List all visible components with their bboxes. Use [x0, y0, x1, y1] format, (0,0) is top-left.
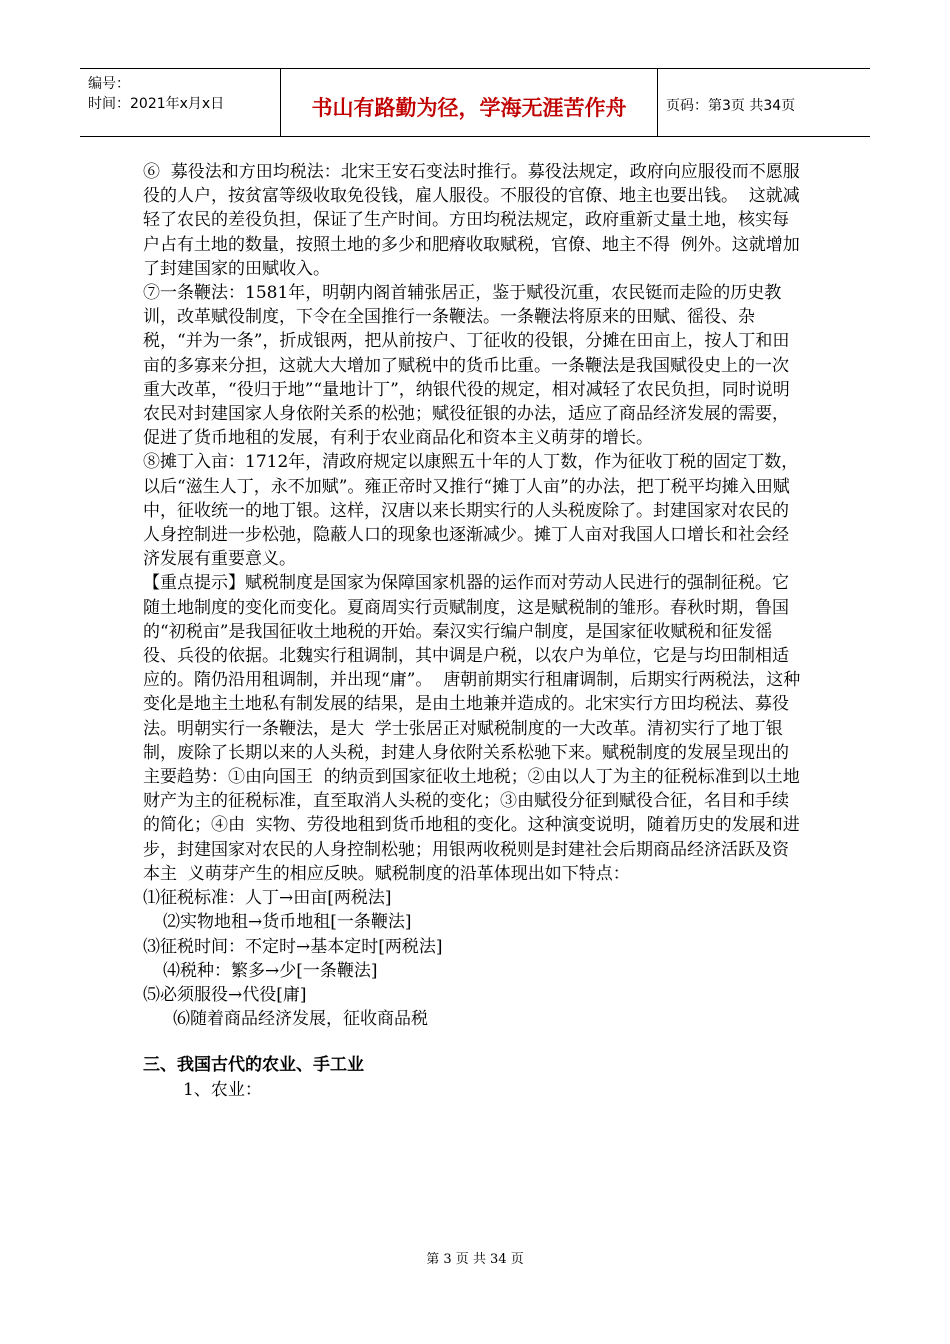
feature-item: ⑹随着商品经济发展，征收商品税 — [173, 1009, 428, 1030]
document-body — [143, 160, 805, 1102]
section-heading: 三、我国古代的农业、手工业 — [143, 1055, 364, 1076]
feature-item: ⑷税种：繁多→少[一条鞭法] — [163, 960, 378, 981]
paragraph-muyi-fangtian: ⑥ 募役法和方田均税法：北宋王安石变法时推行。募役法规定，政府向应服役而不愿服役的人户，按贫富等级收取免役钱，雇人服役。不服役的官僚、地主也要出钱。 这就减轻了农民的差役负担，保证了生产时间。方田均税法规定，政府重新丈量土地，核实每户占有土地的数量，按照土地的多少和肥瘠收取赋税，官僚、地主不得 例外。这就增加了封建国家的田赋收入。 — [143, 162, 800, 279]
paragraph-tandingrumu: ⑧摊丁入亩：1712年，清政府规定以康熙五十年的人丁数，作为征收丁税的固定丁数，以后“滋生人丁，永不加赋”。雍正帝时又推行“摊丁人亩”的办法，把丁税平均摊入田赋中，征收统一的地丁银。这样，汉唐以来长期实行的人头税废除了。封建国家对农民的人身控制进一步松弛，隐蔽人口的现象也逐渐减少。摊丁人亩对我国人口增长和社会经济发展有重要意义。 — [143, 452, 799, 570]
document-date-label: 时间：2021年x月x日 — [88, 96, 225, 112]
feature-item: ⑵实物地租→货币地租[一条鞭法] — [163, 912, 412, 933]
spacer — [143, 1031, 805, 1053]
header-motto-cell — [281, 69, 658, 136]
paragraph-key-points: 【重点提示】赋税制度是国家为保障国家机器的运作而对劳动人民进行的强制征税。它随土地制度的变化而变化。夏商周实行贡赋制度，这是赋税制的雏形。春秋时期，鲁国的“初税亩”是我国征收土地税的开始。秦汉实行编户制度，是国家征收赋税和征发徭役、兵役的依据。北魏实行租调制，其中调是户税，以农户为单位，它是与均田制相适应的。隋仍沿用租调制，并出现“庸”。 唐朝前期实行租庸调制，后期实行两税法，这种变化是地主土地私有制发展的结果，是由土地兼并造成的。北宋实行方田均税法、募役法。明朝实行一条鞭法，是大 学士张居正对赋税制度的一大改革。清初实行了地丁银制，废除了长期以来的人头税，封建人身依附关系松驰下来。赋税制度的发展呈现出的主要趋势：①由向国王 的纳贡到国家征收土地税；②由以人丁为主的征税标准到以土地财产为主的征税标准，直至取消人头税的变化；③由赋役分征到赋役合征，名目和手续的简化；④由 实物、劳役地租到货币地租的变化。这种演变说明，随着历史的发展和进步，封建国家对农民的人身控制松驰；用银两收税则是封建社会后期商品经济活跃及资本主 义萌芽产生的相应反映。赋税制度的沿革体现出如下特点： — [143, 573, 801, 884]
page-footer: 第 3 页 共 34 页 — [426, 1252, 524, 1267]
header-motto: 书山有路勤为径，学海无涯苦作舟 — [311, 96, 627, 120]
paragraph-yitiaobianfa: ⑦一条鞭法：1581年，明朝内阁首辅张居正，鉴于赋役沉重，农民铤而走险的历史教训，改革赋役制度，下令在全国推行一条鞭法。一条鞭法将原来的田赋、徭役、杂税，“并为一条”，折成银两，把从前按户、丁征收的役银，分摊在田亩上，按人丁和田亩的多寡来分担，这就大大增加了赋税中的货币比重。一条鞭法是我国赋役史上的一次重大改革，“役归于地”“量地计丁”，纳银代役的规定，相对减轻了农民负担，同时说明农民对封建国家人身依附关系的松弛；赋役征银的办法，适应了商品经济发展的需要，促进了货币地租的发展，有利于农业商品化和资本主义萌芽的增长。 — [143, 283, 790, 449]
feature-item: ⑸必须服役→代役[庸] — [143, 984, 307, 1005]
document-number-label: 编号： — [88, 76, 130, 92]
feature-item: ⑴征税标准：人丁→田亩[两税法] — [143, 888, 392, 909]
header-page-label: 页码：第3页 共34页 — [666, 98, 796, 114]
header-info-cell — [80, 69, 281, 136]
subsection-heading: 1、农业： — [183, 1079, 262, 1100]
page-header — [80, 68, 870, 137]
header-page-cell — [658, 69, 870, 136]
feature-item: ⑶征税时间：不定时→基本定时[两税法] — [143, 936, 443, 957]
